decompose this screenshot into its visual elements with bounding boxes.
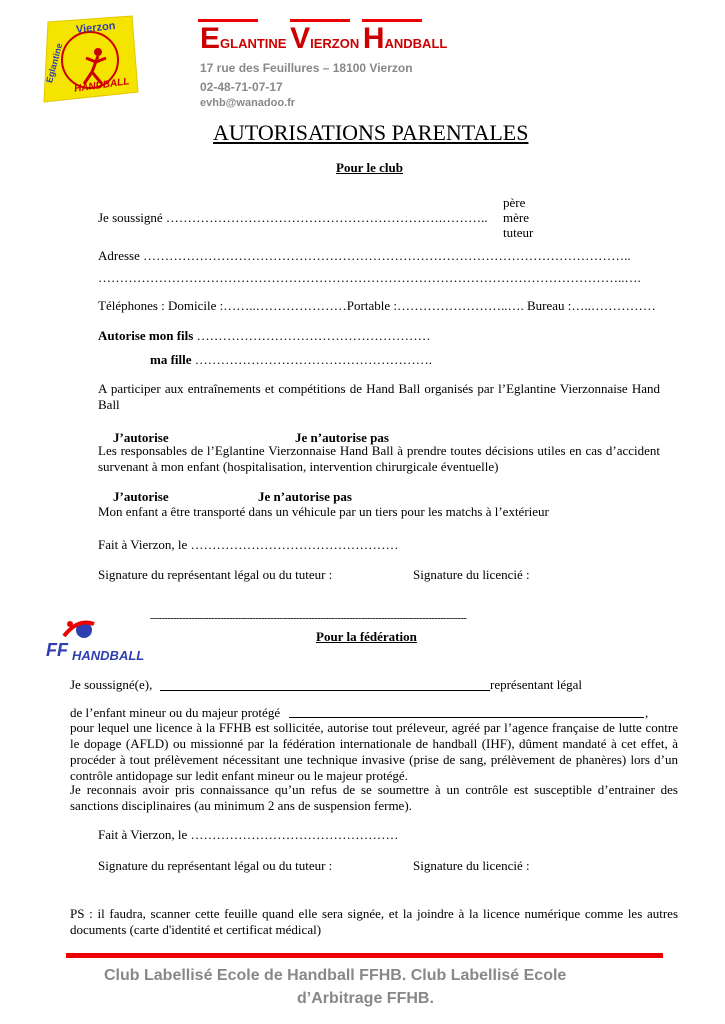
club-name-ierzon: IERZON [310, 36, 363, 51]
club-email: evhb@wanadoo.fr [200, 97, 296, 109]
autorise-fils-field [98, 328, 431, 344]
option-pere: père [503, 195, 526, 210]
ps-note: PS : il faudra, scanner cette feuille quand elle sera signée, et la joindre à la licence numérique comme les autres documents (carte d'identité et certificat médical) [70, 906, 678, 937]
ffhb-logo [46, 618, 156, 668]
fed-rep-legal: représentant légal [490, 677, 583, 692]
autorise-fils-dots: ……………………………………………… [193, 328, 431, 343]
federation-heading: Pour la fédération [316, 629, 417, 644]
club-sig-lic: Signature du licencié : [413, 567, 530, 582]
footer-bar [66, 953, 663, 958]
soussigne-field: Je soussigné ……………………………………………………….……….. [98, 210, 488, 225]
club-fait-field: Fait à Vierzon, le ………………………………………… [98, 537, 399, 552]
jautorise-2: J’autorise [113, 489, 169, 504]
fille-dots: ………………………………………………. [191, 352, 433, 367]
participer-text: A participer aux entraînements et compétitions de Hand Ball organisés par l’Eglantine Vierzonnaise Hand Ball [98, 381, 660, 412]
club-name-h: H [362, 22, 385, 55]
club-name [200, 22, 447, 56]
option-mere: mère [503, 210, 529, 225]
club-sig-rep: Signature du représentant légal ou du tuteur : [98, 567, 333, 582]
option-tuteur: tuteur [503, 225, 534, 240]
fed-sig-lic: Signature du licencié : [413, 858, 530, 873]
fed-text-2: Je reconnais avoir pris connaissance qu’un refus de se soumettre à un contrôle est susceptible d’entrainer des sanctions disciplinaires (au minimum 2 ans de suspension ferme). [70, 782, 678, 813]
logo-text-top: Vierzon [75, 19, 117, 37]
separator-line: ------------------------------------------------------------------------------------------------------------ [150, 613, 467, 624]
fed-text-1: pour lequel une licence à la FFHB est sollicitée, autorise tout préleveur, agréé par l’agence française de lutte contre le dopage (AFLD) ou missionné par la fédération internationale de handball (IHF), dûment mandaté à cet effet, à procéder à tout prélèvement nécessitant une technique invasive (prise de sang, prélèvement de phanères) lors d’un contrôle antidopage sur ledit enfant mineur ou le majeur protégé. [70, 720, 678, 783]
logo-text-left: Eglantine [44, 42, 65, 84]
fille-label: ma fille [150, 352, 192, 367]
club-address: 17 rue des Feuillures – 18100 Vierzon [200, 61, 413, 75]
fed-fait-field: Fait à Vierzon, le ………………………………………… [98, 827, 399, 842]
fed-enfant-label: de l’enfant mineur ou du majeur protégé [70, 705, 281, 720]
club-name-glantine: GLANTINE [220, 36, 291, 51]
club-phone: 02-48-71-07-17 [200, 80, 283, 94]
logo-text-bottom: HANDBALL [73, 76, 131, 95]
club-name-e: E [200, 22, 221, 55]
jenautorise-1: Je n’autorise pas [295, 430, 389, 445]
responsables-text: Les responsables de l’Eglantine Vierzonnaise Hand Ball à prendre toutes décisions utiles en cas d’accident survenant à mon enfant (hospitalisation, intervention chirurgicale éventuelle) [98, 443, 660, 474]
fed-soussigne-line [160, 690, 490, 691]
fille-field [150, 352, 432, 368]
jenautorise-2: Je n’autorise pas [258, 489, 352, 504]
fed-soussigne-label: Je soussigné(e), [70, 677, 153, 692]
adresse-field: Adresse ………………………………………………………………………………………………….. [98, 248, 631, 263]
ffhb-logo-ff: FF [46, 640, 68, 660]
club-logo [40, 14, 140, 106]
fed-sig-rep: Signature du représentant légal ou du tuteur : [98, 858, 333, 873]
page-title: AUTORISATIONS PARENTALES [213, 120, 529, 145]
club-name-andball: ANDBALL [384, 36, 448, 51]
fed-enfant-end: , [645, 705, 649, 720]
autorise-fils-label: Autorise mon fils [98, 328, 194, 343]
telephones-field: Téléphones : Domicile :……..…………………Portable :……………………..…. Bureau :…..…………… [98, 298, 656, 313]
fed-enfant-line [289, 717, 644, 718]
jautorise-1: J’autorise [113, 430, 169, 445]
club-name-v: V [290, 22, 311, 55]
transport-text: Mon enfant a être transporté dans un véhicule par un tiers pour les matchs à l’extérieur [98, 504, 549, 519]
adresse-field-2: …………………………………………………………………………………………………………..…. [98, 270, 641, 285]
club-section-heading: Pour le club [336, 160, 403, 175]
ffhb-logo-handball: HANDBALL [72, 648, 145, 663]
footer-line-1: Club Labellisé Ecole de Handball FFHB. Club Labellisé Ecole [104, 967, 567, 984]
footer-line-2: d’Arbitrage FFHB. [297, 990, 434, 1007]
